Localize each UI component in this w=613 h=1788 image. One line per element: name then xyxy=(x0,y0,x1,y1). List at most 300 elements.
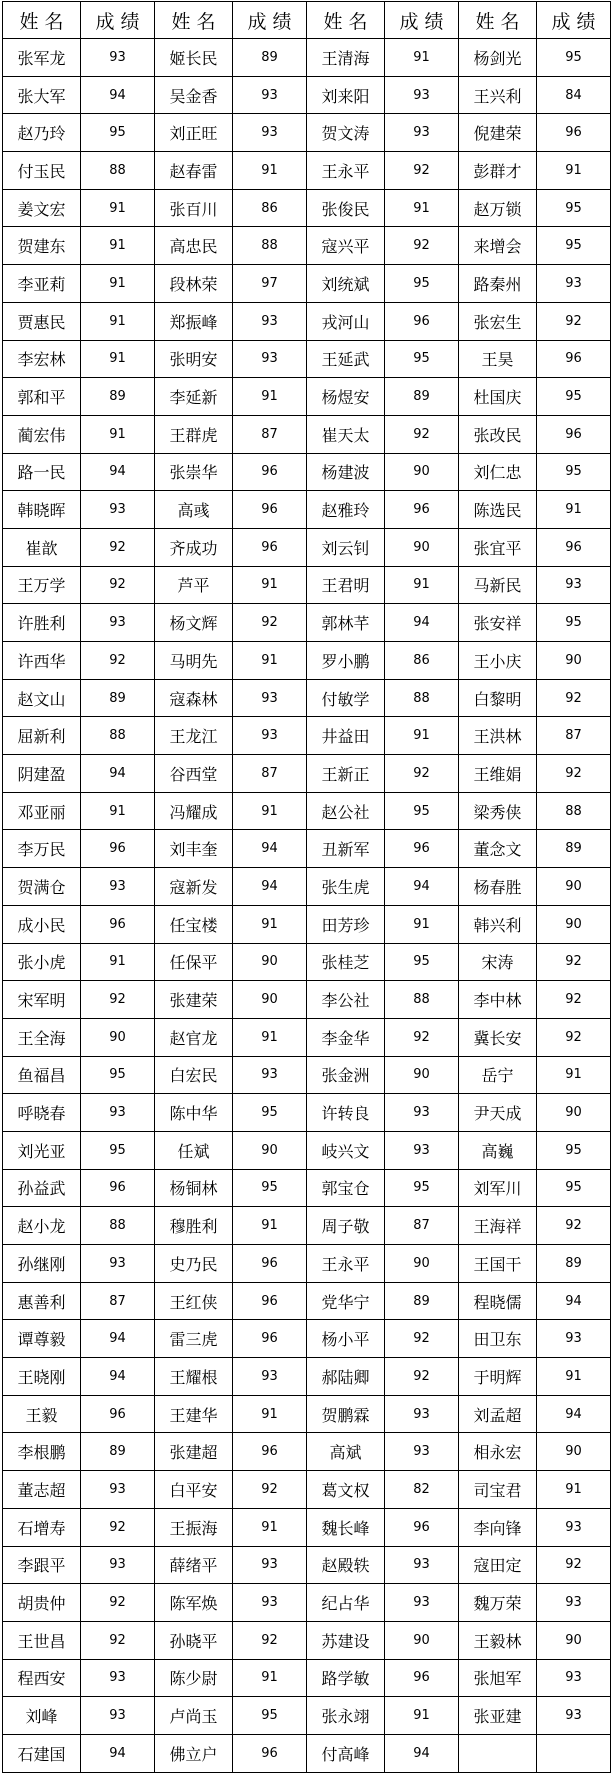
student-name-cell: 井益田 xyxy=(307,717,385,755)
score-cell: 92 xyxy=(385,755,459,793)
score-cell: 96 xyxy=(385,1508,459,1546)
student-name-cell: 许西华 xyxy=(3,642,81,680)
student-name-cell: 冀长安 xyxy=(459,1018,537,1056)
student-name-cell: 姜文宏 xyxy=(3,189,81,227)
student-name-cell: 杨春胜 xyxy=(459,868,537,906)
student-name-cell: 许转良 xyxy=(307,1094,385,1132)
table-row xyxy=(3,1358,611,1396)
student-name-cell: 高忠民 xyxy=(155,227,233,265)
score-cell: 89 xyxy=(81,679,155,717)
student-name-cell: 路一民 xyxy=(3,453,81,491)
student-name-cell: 郑振峰 xyxy=(155,302,233,340)
score-cell: 93 xyxy=(81,868,155,906)
score-cell: 92 xyxy=(385,415,459,453)
student-name-cell: 寇森林 xyxy=(155,679,233,717)
score-cell: 91 xyxy=(537,1358,611,1396)
student-name-cell: 张军龙 xyxy=(3,39,81,77)
student-name-cell: 王国干 xyxy=(459,1245,537,1283)
student-name-cell: 李延新 xyxy=(155,378,233,416)
table-row xyxy=(3,566,611,604)
score-cell: 93 xyxy=(537,1659,611,1697)
score-cell: 93 xyxy=(233,1546,307,1584)
student-name-cell: 李亚莉 xyxy=(3,265,81,303)
score-cell: 92 xyxy=(537,1207,611,1245)
student-name-cell: 付玉民 xyxy=(3,152,81,190)
student-name-cell: 赵雅玲 xyxy=(307,491,385,529)
table-row xyxy=(3,76,611,114)
student-name-cell: 岳宁 xyxy=(459,1056,537,1094)
score-cell: 92 xyxy=(233,604,307,642)
score-cell: 96 xyxy=(81,830,155,868)
student-name-cell: 王清海 xyxy=(307,39,385,77)
score-cell: 89 xyxy=(233,39,307,77)
student-name-cell: 屈新利 xyxy=(3,717,81,755)
score-cell: 96 xyxy=(233,528,307,566)
student-name-cell xyxy=(459,1734,537,1772)
score-cell: 92 xyxy=(385,1320,459,1358)
student-name-cell: 陈少尉 xyxy=(155,1659,233,1697)
student-name-cell: 程西安 xyxy=(3,1659,81,1697)
score-cell: 92 xyxy=(385,1358,459,1396)
score-cell: 96 xyxy=(81,905,155,943)
score-cell: 91 xyxy=(385,566,459,604)
student-name-cell: 白宏民 xyxy=(155,1056,233,1094)
name-column-header: 姓 名 xyxy=(459,2,537,39)
student-name-cell: 苏建设 xyxy=(307,1621,385,1659)
student-name-cell: 路学敏 xyxy=(307,1659,385,1697)
table-row xyxy=(3,1621,611,1659)
student-name-cell: 杨建波 xyxy=(307,453,385,491)
student-name-cell: 刘云钊 xyxy=(307,528,385,566)
table-row xyxy=(3,1018,611,1056)
table-row xyxy=(3,868,611,906)
student-name-cell: 马明先 xyxy=(155,642,233,680)
score-cell: 91 xyxy=(233,1018,307,1056)
score-cell: 96 xyxy=(385,830,459,868)
student-name-cell: 彭群才 xyxy=(459,152,537,190)
score-cell: 86 xyxy=(233,189,307,227)
score-cell: 91 xyxy=(385,39,459,77)
score-cell: 93 xyxy=(233,1584,307,1622)
score-cell: 90 xyxy=(233,1131,307,1169)
student-name-cell: 孙继刚 xyxy=(3,1245,81,1283)
score-cell: 94 xyxy=(81,1358,155,1396)
student-name-cell: 刘丰奎 xyxy=(155,830,233,868)
table-row xyxy=(3,1508,611,1546)
table-row xyxy=(3,604,611,642)
student-name-cell: 张建超 xyxy=(155,1433,233,1471)
header-row xyxy=(3,2,611,39)
student-name-cell: 岐兴文 xyxy=(307,1131,385,1169)
score-cell: 90 xyxy=(537,1094,611,1132)
score-cell: 93 xyxy=(385,1433,459,1471)
score-cell: 95 xyxy=(537,378,611,416)
student-name-cell: 相永宏 xyxy=(459,1433,537,1471)
student-name-cell: 王建华 xyxy=(155,1395,233,1433)
score-cell: 93 xyxy=(81,491,155,529)
score-cell: 93 xyxy=(385,1546,459,1584)
score-cell: 93 xyxy=(233,717,307,755)
student-name-cell: 白平安 xyxy=(155,1471,233,1509)
student-name-cell: 王兴利 xyxy=(459,76,537,114)
score-cell: 90 xyxy=(233,943,307,981)
student-name-cell: 张改民 xyxy=(459,415,537,453)
student-name-cell: 胡贵仲 xyxy=(3,1584,81,1622)
student-name-cell: 石建国 xyxy=(3,1734,81,1772)
score-cell: 93 xyxy=(81,1094,155,1132)
student-name-cell: 蔺宏伟 xyxy=(3,415,81,453)
student-name-cell: 刘孟超 xyxy=(459,1395,537,1433)
student-name-cell: 高斌 xyxy=(307,1433,385,1471)
student-name-cell: 赵乃玲 xyxy=(3,114,81,152)
table-row xyxy=(3,1131,611,1169)
score-cell: 94 xyxy=(81,76,155,114)
student-name-cell: 刘峰 xyxy=(3,1697,81,1735)
score-cell: 93 xyxy=(233,114,307,152)
student-name-cell: 董志超 xyxy=(3,1471,81,1509)
score-cell: 94 xyxy=(81,1320,155,1358)
student-name-cell: 贾惠民 xyxy=(3,302,81,340)
student-name-cell: 贺建东 xyxy=(3,227,81,265)
score-cell: 93 xyxy=(81,1546,155,1584)
student-name-cell: 张金洲 xyxy=(307,1056,385,1094)
student-name-cell: 田芳珍 xyxy=(307,905,385,943)
student-name-cell: 姬长民 xyxy=(155,39,233,77)
student-name-cell: 李金华 xyxy=(307,1018,385,1056)
score-cell: 96 xyxy=(233,453,307,491)
student-name-cell: 任宝楼 xyxy=(155,905,233,943)
score-cell: 94 xyxy=(233,868,307,906)
student-name-cell: 李向锋 xyxy=(459,1508,537,1546)
score-cell: 92 xyxy=(81,566,155,604)
student-name-cell: 赵殿轶 xyxy=(307,1546,385,1584)
score-cell: 95 xyxy=(81,114,155,152)
table-row xyxy=(3,1395,611,1433)
student-name-cell: 穆胜利 xyxy=(155,1207,233,1245)
score-cell: 91 xyxy=(81,189,155,227)
score-cell: 87 xyxy=(233,415,307,453)
student-name-cell: 贺文涛 xyxy=(307,114,385,152)
table-row xyxy=(3,981,611,1019)
score-cell: 92 xyxy=(81,642,155,680)
student-name-cell: 张小虎 xyxy=(3,943,81,981)
student-name-cell: 杨煜安 xyxy=(307,378,385,416)
score-cell: 89 xyxy=(81,378,155,416)
student-name-cell: 杨文辉 xyxy=(155,604,233,642)
table-row xyxy=(3,378,611,416)
score-cell: 96 xyxy=(385,302,459,340)
student-name-cell: 张桂芝 xyxy=(307,943,385,981)
student-name-cell: 崔歆 xyxy=(3,528,81,566)
student-name-cell: 张崇华 xyxy=(155,453,233,491)
table-row xyxy=(3,1094,611,1132)
student-name-cell: 张大军 xyxy=(3,76,81,114)
table-row xyxy=(3,453,611,491)
student-name-cell: 石增寿 xyxy=(3,1508,81,1546)
table-row xyxy=(3,1169,611,1207)
table-row xyxy=(3,1433,611,1471)
score-cell: 93 xyxy=(233,340,307,378)
score-cell: 91 xyxy=(81,302,155,340)
table-row xyxy=(3,679,611,717)
table-row xyxy=(3,792,611,830)
score-cell: 88 xyxy=(385,679,459,717)
score-cell xyxy=(537,1734,611,1772)
student-name-cell: 薛绪平 xyxy=(155,1546,233,1584)
score-cell: 87 xyxy=(537,717,611,755)
score-cell: 94 xyxy=(385,1734,459,1772)
student-name-cell: 王耀根 xyxy=(155,1358,233,1396)
score-cell: 94 xyxy=(81,453,155,491)
student-name-cell: 王新正 xyxy=(307,755,385,793)
grades-body xyxy=(3,39,611,1773)
student-name-cell: 许胜利 xyxy=(3,604,81,642)
student-name-cell: 张安祥 xyxy=(459,604,537,642)
student-name-cell: 王全海 xyxy=(3,1018,81,1056)
student-name-cell: 任斌 xyxy=(155,1131,233,1169)
score-cell: 91 xyxy=(233,792,307,830)
score-cell: 95 xyxy=(385,265,459,303)
score-cell: 91 xyxy=(233,566,307,604)
student-name-cell: 程晓儒 xyxy=(459,1282,537,1320)
student-name-cell: 王万学 xyxy=(3,566,81,604)
score-cell: 95 xyxy=(385,943,459,981)
table-row xyxy=(3,39,611,77)
student-name-cell: 陈选民 xyxy=(459,491,537,529)
score-cell: 96 xyxy=(233,1245,307,1283)
name-column-header: 姓 名 xyxy=(155,2,233,39)
student-name-cell: 王永平 xyxy=(307,152,385,190)
student-name-cell: 韩兴利 xyxy=(459,905,537,943)
score-cell: 90 xyxy=(385,1245,459,1283)
score-cell: 90 xyxy=(385,453,459,491)
score-cell: 91 xyxy=(233,378,307,416)
score-cell: 93 xyxy=(537,265,611,303)
student-name-cell: 雷三虎 xyxy=(155,1320,233,1358)
score-cell: 96 xyxy=(537,528,611,566)
student-name-cell: 纪占华 xyxy=(307,1584,385,1622)
score-cell: 90 xyxy=(537,642,611,680)
score-cell: 92 xyxy=(537,1546,611,1584)
score-column-header: 成 绩 xyxy=(385,2,459,39)
score-cell: 92 xyxy=(385,1018,459,1056)
student-name-cell: 李万民 xyxy=(3,830,81,868)
student-name-cell: 赵公社 xyxy=(307,792,385,830)
score-cell: 91 xyxy=(233,152,307,190)
score-cell: 95 xyxy=(537,227,611,265)
table-row xyxy=(3,1471,611,1509)
score-cell: 91 xyxy=(81,227,155,265)
score-cell: 96 xyxy=(537,340,611,378)
student-name-cell: 任保平 xyxy=(155,943,233,981)
score-cell: 88 xyxy=(81,717,155,755)
score-cell: 95 xyxy=(385,340,459,378)
student-name-cell: 张宜平 xyxy=(459,528,537,566)
score-cell: 92 xyxy=(537,1018,611,1056)
student-name-cell: 李公社 xyxy=(307,981,385,1019)
score-cell: 92 xyxy=(537,755,611,793)
student-name-cell: 张百川 xyxy=(155,189,233,227)
student-name-cell: 史乃民 xyxy=(155,1245,233,1283)
student-name-cell: 李根鹏 xyxy=(3,1433,81,1471)
table-row xyxy=(3,1697,611,1735)
score-cell: 95 xyxy=(537,189,611,227)
student-name-cell: 邓亚丽 xyxy=(3,792,81,830)
table-row xyxy=(3,340,611,378)
student-name-cell: 梁秀侠 xyxy=(459,792,537,830)
score-cell: 90 xyxy=(385,528,459,566)
student-name-cell: 戎河山 xyxy=(307,302,385,340)
score-cell: 92 xyxy=(233,1471,307,1509)
score-cell: 93 xyxy=(81,1697,155,1735)
score-cell: 93 xyxy=(537,566,611,604)
score-cell: 92 xyxy=(385,227,459,265)
score-cell: 90 xyxy=(385,1056,459,1094)
score-cell: 91 xyxy=(233,1508,307,1546)
score-cell: 89 xyxy=(385,1282,459,1320)
score-cell: 91 xyxy=(385,717,459,755)
score-cell: 92 xyxy=(81,1621,155,1659)
student-name-cell: 成小民 xyxy=(3,905,81,943)
score-cell: 84 xyxy=(537,76,611,114)
student-name-cell: 董念文 xyxy=(459,830,537,868)
score-cell: 96 xyxy=(385,491,459,529)
score-cell: 93 xyxy=(385,1584,459,1622)
student-name-cell: 付高峰 xyxy=(307,1734,385,1772)
score-cell: 91 xyxy=(537,152,611,190)
table-row xyxy=(3,1245,611,1283)
student-name-cell: 倪建荣 xyxy=(459,114,537,152)
student-name-cell: 郭和平 xyxy=(3,378,81,416)
student-name-cell: 葛文权 xyxy=(307,1471,385,1509)
score-cell: 93 xyxy=(385,1131,459,1169)
student-name-cell: 高彧 xyxy=(155,491,233,529)
score-cell: 95 xyxy=(537,604,611,642)
student-name-cell: 王海祥 xyxy=(459,1207,537,1245)
student-name-cell: 王龙江 xyxy=(155,717,233,755)
student-name-cell: 周子敬 xyxy=(307,1207,385,1245)
score-cell: 90 xyxy=(233,981,307,1019)
score-cell: 92 xyxy=(81,528,155,566)
student-name-cell: 孙晓平 xyxy=(155,1621,233,1659)
score-cell: 96 xyxy=(537,415,611,453)
student-name-cell: 司宝君 xyxy=(459,1471,537,1509)
student-name-cell: 吴金香 xyxy=(155,76,233,114)
table-row xyxy=(3,1320,611,1358)
student-name-cell: 白黎明 xyxy=(459,679,537,717)
score-cell: 96 xyxy=(537,114,611,152)
student-name-cell: 齐成功 xyxy=(155,528,233,566)
student-name-cell: 来增会 xyxy=(459,227,537,265)
student-name-cell: 王维娟 xyxy=(459,755,537,793)
student-name-cell: 杨铜林 xyxy=(155,1169,233,1207)
score-cell: 94 xyxy=(81,755,155,793)
table-row xyxy=(3,1546,611,1584)
student-name-cell: 刘仁忠 xyxy=(459,453,537,491)
student-name-cell: 杨小平 xyxy=(307,1320,385,1358)
score-cell: 96 xyxy=(81,1395,155,1433)
student-name-cell: 崔天太 xyxy=(307,415,385,453)
score-cell: 95 xyxy=(81,1131,155,1169)
score-cell: 94 xyxy=(385,868,459,906)
student-name-cell: 寇田定 xyxy=(459,1546,537,1584)
score-cell: 93 xyxy=(385,1395,459,1433)
student-name-cell: 贺鹏霖 xyxy=(307,1395,385,1433)
score-cell: 90 xyxy=(537,1433,611,1471)
score-cell: 95 xyxy=(537,39,611,77)
table-row xyxy=(3,1659,611,1697)
score-cell: 88 xyxy=(233,227,307,265)
score-cell: 92 xyxy=(81,981,155,1019)
student-name-cell: 王晓刚 xyxy=(3,1358,81,1396)
score-cell: 93 xyxy=(537,1697,611,1735)
student-name-cell: 王延武 xyxy=(307,340,385,378)
student-name-cell: 张生虎 xyxy=(307,868,385,906)
score-cell: 94 xyxy=(233,830,307,868)
score-cell: 88 xyxy=(385,981,459,1019)
score-cell: 93 xyxy=(537,1320,611,1358)
score-cell: 90 xyxy=(537,868,611,906)
score-cell: 89 xyxy=(81,1433,155,1471)
table-row xyxy=(3,302,611,340)
student-name-cell: 刘统斌 xyxy=(307,265,385,303)
table-row xyxy=(3,943,611,981)
score-cell: 91 xyxy=(233,1207,307,1245)
table-row xyxy=(3,415,611,453)
score-cell: 93 xyxy=(81,1659,155,1697)
score-cell: 95 xyxy=(385,1169,459,1207)
student-name-cell: 陈中华 xyxy=(155,1094,233,1132)
score-cell: 95 xyxy=(81,1056,155,1094)
student-name-cell: 阴建盈 xyxy=(3,755,81,793)
student-name-cell: 罗小鹏 xyxy=(307,642,385,680)
student-name-cell: 张永翊 xyxy=(307,1697,385,1735)
score-cell: 88 xyxy=(81,1207,155,1245)
table-row xyxy=(3,1282,611,1320)
score-cell: 86 xyxy=(385,642,459,680)
score-cell: 93 xyxy=(385,76,459,114)
score-cell: 95 xyxy=(233,1697,307,1735)
student-name-cell: 杜国庆 xyxy=(459,378,537,416)
score-cell: 93 xyxy=(81,604,155,642)
score-cell: 93 xyxy=(233,76,307,114)
score-cell: 82 xyxy=(385,1471,459,1509)
student-name-cell: 佛立户 xyxy=(155,1734,233,1772)
score-cell: 93 xyxy=(81,39,155,77)
student-name-cell: 王红侠 xyxy=(155,1282,233,1320)
student-name-cell: 寇新发 xyxy=(155,868,233,906)
student-name-cell: 李宏林 xyxy=(3,340,81,378)
score-cell: 91 xyxy=(385,905,459,943)
table-row xyxy=(3,528,611,566)
score-cell: 90 xyxy=(385,1621,459,1659)
table-row xyxy=(3,114,611,152)
score-cell: 95 xyxy=(233,1094,307,1132)
student-name-cell: 田卫东 xyxy=(459,1320,537,1358)
student-name-cell: 赵万锁 xyxy=(459,189,537,227)
score-cell: 92 xyxy=(537,302,611,340)
student-name-cell: 王永平 xyxy=(307,1245,385,1283)
score-cell: 95 xyxy=(537,453,611,491)
table-row xyxy=(3,905,611,943)
score-cell: 93 xyxy=(233,302,307,340)
score-cell: 91 xyxy=(233,905,307,943)
score-cell: 91 xyxy=(537,1056,611,1094)
score-cell: 94 xyxy=(385,604,459,642)
student-name-cell: 赵春雷 xyxy=(155,152,233,190)
score-cell: 94 xyxy=(81,1734,155,1772)
student-name-cell: 张建荣 xyxy=(155,981,233,1019)
